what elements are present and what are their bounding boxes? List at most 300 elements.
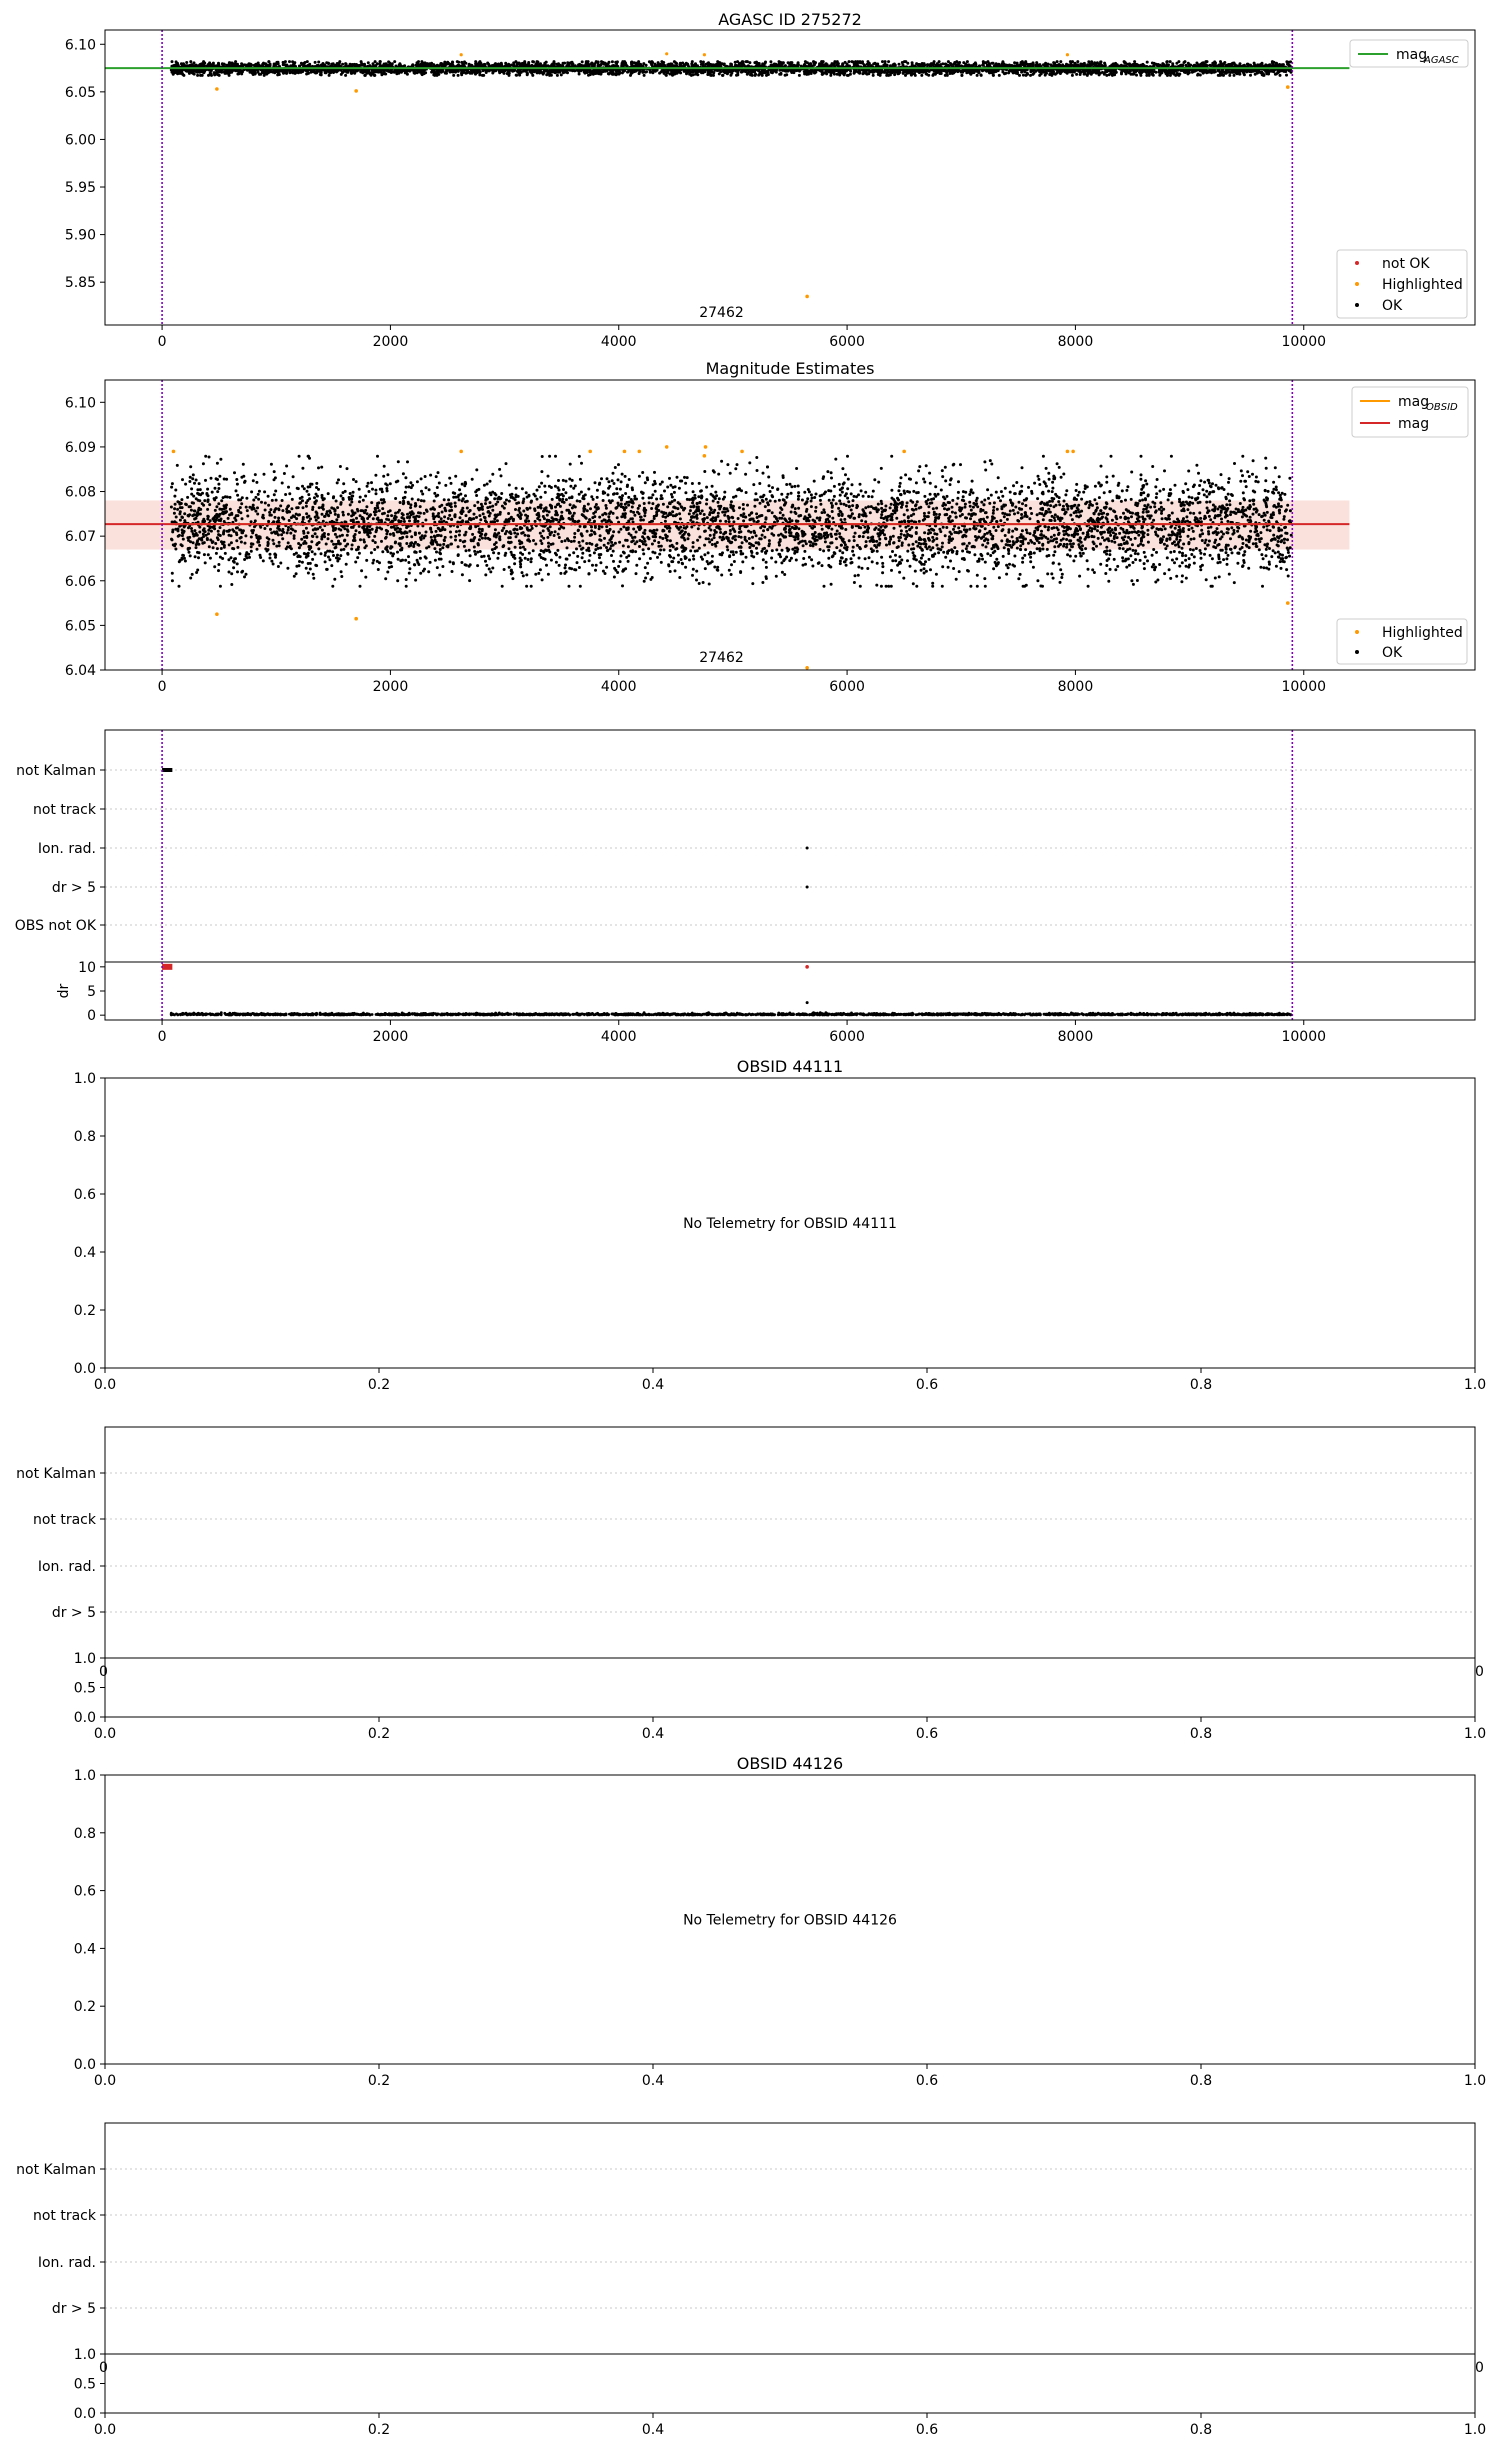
ok-point bbox=[887, 60, 890, 63]
ok-point bbox=[351, 63, 354, 66]
ok-point bbox=[898, 63, 901, 66]
ok-point bbox=[942, 69, 945, 72]
ok-point bbox=[377, 71, 380, 74]
ok-point bbox=[712, 74, 715, 77]
ok-point bbox=[740, 64, 743, 67]
ok-point bbox=[950, 63, 953, 66]
ok-point bbox=[1052, 61, 1055, 64]
ok-point bbox=[904, 60, 907, 63]
ok-point bbox=[960, 74, 963, 77]
ok-point bbox=[784, 74, 787, 77]
ok-point bbox=[457, 74, 460, 77]
ok-point bbox=[1065, 64, 1068, 67]
ok-point bbox=[844, 61, 847, 64]
ok-point bbox=[590, 62, 593, 65]
ok-point bbox=[760, 72, 763, 75]
ok-point bbox=[526, 72, 529, 75]
ok-point bbox=[1016, 62, 1019, 65]
ok-point bbox=[634, 62, 637, 65]
ok-point bbox=[463, 60, 466, 63]
ok-point bbox=[960, 64, 963, 67]
ok-point bbox=[178, 72, 181, 75]
ok-point bbox=[714, 65, 717, 68]
ok-point bbox=[851, 60, 854, 63]
ok-point bbox=[914, 74, 917, 77]
ok-point bbox=[451, 61, 454, 64]
ok-point bbox=[872, 62, 875, 65]
ok-point bbox=[981, 64, 984, 67]
ok-point bbox=[257, 71, 260, 74]
ok-point bbox=[1145, 74, 1148, 77]
ok-point bbox=[317, 61, 320, 64]
ok-point bbox=[341, 63, 344, 66]
ok-point bbox=[668, 73, 671, 76]
ok-point bbox=[1242, 72, 1245, 75]
ok-point bbox=[734, 61, 737, 64]
ok-point bbox=[278, 73, 281, 76]
ok-point bbox=[939, 71, 942, 74]
ok-point bbox=[531, 64, 534, 67]
ok-point bbox=[202, 60, 205, 63]
ok-point bbox=[849, 70, 852, 73]
ok-point bbox=[263, 74, 266, 77]
ok-point bbox=[1083, 64, 1086, 67]
ok-point bbox=[1272, 69, 1275, 72]
ok-point bbox=[1076, 60, 1079, 63]
ok-point bbox=[1051, 65, 1054, 68]
ok-point bbox=[833, 61, 836, 64]
ok-point bbox=[803, 63, 806, 66]
ok-point bbox=[182, 62, 185, 65]
ok-point bbox=[344, 74, 347, 77]
ok-point bbox=[918, 71, 921, 74]
ok-point bbox=[1267, 73, 1270, 76]
ok-point bbox=[1042, 63, 1045, 66]
ok-point bbox=[234, 69, 237, 72]
ok-point bbox=[515, 74, 518, 77]
ok-point bbox=[954, 62, 957, 65]
ok-point bbox=[985, 70, 988, 73]
ok-point bbox=[991, 62, 994, 65]
ok-point bbox=[393, 70, 396, 73]
ok-point bbox=[228, 71, 231, 74]
ok-point bbox=[1169, 60, 1172, 63]
ok-point bbox=[643, 74, 646, 77]
ok-point bbox=[462, 64, 465, 67]
ok-point bbox=[789, 61, 792, 64]
ok-point bbox=[1177, 60, 1180, 63]
ok-point bbox=[855, 64, 858, 67]
ok-point bbox=[527, 61, 530, 64]
ok-point bbox=[1113, 73, 1116, 76]
ok-point bbox=[1252, 70, 1255, 73]
ok-point bbox=[673, 64, 676, 67]
ok-point bbox=[863, 63, 866, 66]
ok-point bbox=[562, 62, 565, 65]
ok-point bbox=[1075, 73, 1078, 76]
y-tick-label: 6.00 bbox=[64, 132, 96, 149]
ok-point bbox=[1029, 63, 1032, 66]
ok-point bbox=[411, 63, 414, 66]
ok-point bbox=[684, 63, 687, 66]
ok-point bbox=[522, 70, 525, 73]
ok-point bbox=[749, 73, 752, 76]
ok-point bbox=[944, 74, 947, 77]
ok-point bbox=[212, 62, 215, 65]
ok-point bbox=[456, 60, 459, 63]
ok-point bbox=[487, 63, 490, 66]
ok-point bbox=[1100, 60, 1103, 63]
ok-point bbox=[421, 73, 424, 76]
ok-point bbox=[721, 74, 724, 77]
y-tick-label: 5.85 bbox=[64, 275, 96, 292]
ok-point bbox=[263, 71, 266, 74]
ok-point bbox=[1201, 62, 1204, 65]
ok-point bbox=[288, 60, 291, 63]
ok-point bbox=[884, 60, 887, 63]
ok-point bbox=[885, 74, 888, 77]
ok-point bbox=[514, 60, 517, 63]
ok-point bbox=[553, 60, 556, 63]
ok-point bbox=[1180, 64, 1183, 67]
ok-point bbox=[231, 62, 234, 65]
ok-point bbox=[821, 70, 824, 73]
ok-point bbox=[1090, 64, 1093, 67]
ok-point bbox=[618, 70, 621, 73]
ok-point bbox=[221, 63, 224, 66]
ok-point bbox=[960, 71, 963, 74]
ok-point bbox=[1274, 73, 1277, 76]
ok-point bbox=[712, 71, 715, 74]
ok-point bbox=[615, 73, 618, 76]
ok-point bbox=[398, 62, 401, 65]
ok-point bbox=[1160, 71, 1163, 74]
ok-point bbox=[363, 71, 366, 74]
ok-point bbox=[1146, 61, 1149, 64]
ok-point bbox=[345, 63, 348, 66]
ok-point bbox=[171, 60, 174, 63]
ok-point bbox=[362, 63, 365, 66]
ok-point bbox=[432, 63, 435, 66]
ok-point bbox=[314, 71, 317, 74]
ok-point bbox=[1183, 61, 1186, 64]
ok-point bbox=[745, 60, 748, 63]
ok-point bbox=[1158, 74, 1161, 77]
ok-point bbox=[974, 69, 977, 72]
ok-point bbox=[911, 63, 914, 66]
ok-point bbox=[1243, 64, 1246, 67]
ok-point bbox=[1013, 61, 1016, 64]
ok-point bbox=[584, 72, 587, 75]
ok-point bbox=[965, 71, 968, 74]
ok-point bbox=[779, 61, 782, 64]
ok-point bbox=[611, 60, 614, 63]
ok-point bbox=[364, 74, 367, 77]
ok-point bbox=[920, 74, 923, 77]
ok-point bbox=[482, 74, 485, 77]
ok-point bbox=[893, 63, 896, 66]
ok-point bbox=[1079, 73, 1082, 76]
ok-point bbox=[282, 61, 285, 64]
ok-point bbox=[311, 70, 314, 73]
ok-point bbox=[1165, 60, 1168, 63]
ok-point bbox=[847, 74, 850, 77]
ok-point bbox=[237, 72, 240, 75]
ok-point bbox=[637, 60, 640, 63]
ok-point bbox=[458, 64, 461, 67]
ok-point bbox=[1284, 70, 1287, 73]
ok-point bbox=[813, 61, 816, 64]
ok-point bbox=[855, 70, 858, 73]
ok-point bbox=[1103, 62, 1106, 65]
ok-point bbox=[1059, 60, 1062, 63]
ok-point bbox=[531, 60, 534, 63]
ok-point bbox=[995, 70, 998, 73]
ok-point bbox=[754, 74, 757, 77]
ok-point bbox=[694, 62, 697, 65]
ok-point bbox=[353, 72, 356, 75]
ok-point bbox=[274, 70, 277, 73]
ok-point bbox=[704, 63, 707, 66]
ok-point bbox=[406, 73, 409, 76]
ok-point bbox=[469, 72, 472, 75]
ok-point bbox=[523, 60, 526, 63]
ok-point bbox=[688, 73, 691, 76]
ok-point bbox=[578, 63, 581, 66]
ok-point bbox=[1156, 64, 1159, 67]
ok-point bbox=[987, 60, 990, 63]
ok-point bbox=[614, 61, 617, 64]
ok-point bbox=[633, 70, 636, 73]
ok-point bbox=[544, 69, 547, 72]
ok-point bbox=[1131, 73, 1134, 76]
ok-point bbox=[321, 63, 324, 66]
ok-point bbox=[332, 62, 335, 65]
ok-point bbox=[897, 72, 900, 75]
ok-point bbox=[1087, 60, 1090, 63]
ok-point bbox=[478, 73, 481, 76]
ok-point bbox=[395, 72, 398, 75]
ok-point bbox=[474, 73, 477, 76]
ok-point bbox=[755, 61, 758, 64]
ok-point bbox=[306, 60, 309, 63]
ok-point bbox=[856, 62, 859, 65]
ok-point bbox=[578, 73, 581, 76]
ok-point bbox=[560, 73, 563, 76]
ok-point bbox=[536, 60, 539, 63]
ok-point bbox=[491, 72, 494, 75]
ok-point bbox=[824, 71, 827, 74]
ok-point bbox=[875, 63, 878, 66]
ok-point bbox=[803, 70, 806, 73]
ok-point bbox=[285, 64, 288, 67]
ok-point bbox=[241, 70, 244, 73]
ok-point bbox=[761, 62, 764, 65]
ok-point bbox=[1244, 69, 1247, 72]
ok-point bbox=[436, 72, 439, 75]
ok-point bbox=[1152, 74, 1155, 77]
ok-point bbox=[1171, 62, 1174, 65]
ok-point bbox=[675, 71, 678, 74]
ok-point bbox=[601, 62, 604, 65]
ok-point bbox=[1086, 63, 1089, 66]
ok-point bbox=[371, 69, 374, 72]
ok-point bbox=[196, 74, 199, 77]
ok-point bbox=[338, 60, 341, 63]
ok-point bbox=[998, 74, 1001, 77]
ok-point bbox=[341, 71, 344, 74]
ok-point bbox=[1261, 62, 1264, 65]
ok-point bbox=[1107, 69, 1110, 72]
ok-point bbox=[1051, 72, 1054, 75]
ok-point bbox=[718, 72, 721, 75]
ok-point bbox=[1221, 74, 1224, 77]
ok-point bbox=[867, 72, 870, 75]
ok-point bbox=[976, 74, 979, 77]
ok-point bbox=[1135, 74, 1138, 77]
ok-point bbox=[391, 62, 394, 65]
ok-point bbox=[1041, 69, 1044, 72]
ok-point bbox=[881, 60, 884, 63]
ok-point bbox=[1078, 70, 1081, 73]
ok-point bbox=[1238, 64, 1241, 67]
ok-point bbox=[1048, 73, 1051, 76]
ok-point bbox=[811, 65, 814, 68]
ok-point bbox=[1022, 74, 1025, 77]
ok-point bbox=[1009, 64, 1012, 67]
ok-point bbox=[1073, 63, 1076, 66]
ok-point bbox=[1209, 64, 1212, 67]
ok-point bbox=[1189, 64, 1192, 67]
ok-point bbox=[1084, 70, 1087, 73]
ok-point bbox=[360, 60, 363, 63]
ok-point bbox=[841, 64, 844, 67]
ok-point bbox=[927, 74, 930, 77]
ok-point bbox=[930, 62, 933, 65]
ok-point bbox=[1204, 60, 1207, 63]
ok-point bbox=[1285, 74, 1288, 77]
ok-point bbox=[1167, 72, 1170, 75]
ok-point bbox=[979, 73, 982, 76]
ok-point bbox=[207, 74, 210, 77]
ok-point bbox=[901, 63, 904, 66]
ok-point bbox=[1254, 73, 1257, 76]
ok-point bbox=[1279, 74, 1282, 77]
ok-point bbox=[741, 69, 744, 72]
ok-point bbox=[806, 61, 809, 64]
ok-point bbox=[474, 70, 477, 73]
ok-point bbox=[608, 61, 611, 64]
y-tick-label: 5.95 bbox=[64, 180, 96, 197]
y-tick-label: 6.10 bbox=[64, 37, 96, 54]
ok-point bbox=[873, 69, 876, 72]
ok-point bbox=[555, 63, 558, 66]
ok-point bbox=[665, 74, 668, 77]
ok-point bbox=[783, 69, 786, 72]
ok-point bbox=[978, 65, 981, 68]
ok-point bbox=[275, 61, 278, 64]
ok-point bbox=[189, 60, 192, 63]
ok-point bbox=[928, 70, 931, 73]
ok-point bbox=[1056, 64, 1059, 67]
ok-point bbox=[913, 69, 916, 72]
ok-point bbox=[413, 72, 416, 75]
ok-point bbox=[872, 74, 875, 77]
ok-point bbox=[1199, 74, 1202, 77]
ok-point bbox=[314, 61, 317, 64]
ok-point bbox=[524, 64, 527, 67]
ok-point bbox=[207, 63, 210, 66]
ok-point bbox=[301, 63, 304, 66]
ok-point bbox=[1133, 60, 1136, 63]
y-tick-label: 5.90 bbox=[64, 227, 96, 244]
ok-point bbox=[679, 71, 682, 74]
ok-point bbox=[673, 60, 676, 63]
ok-point bbox=[735, 70, 738, 73]
ok-point bbox=[1056, 60, 1059, 63]
ok-point bbox=[570, 62, 573, 65]
ok-point bbox=[962, 61, 965, 64]
ok-point bbox=[185, 61, 188, 64]
agasc-panel bbox=[65, 10, 1475, 350]
ok-point bbox=[1124, 64, 1127, 67]
ok-point bbox=[936, 62, 939, 65]
ok-point bbox=[213, 73, 216, 76]
ok-point bbox=[883, 64, 886, 67]
ok-point bbox=[176, 64, 179, 67]
ok-point bbox=[808, 64, 811, 67]
ok-point bbox=[764, 61, 767, 64]
ok-point bbox=[707, 64, 710, 67]
ok-point bbox=[858, 69, 861, 72]
ok-point bbox=[210, 69, 213, 72]
ok-point bbox=[701, 63, 704, 66]
ok-point bbox=[278, 70, 281, 73]
ok-point bbox=[926, 63, 929, 66]
ok-point bbox=[173, 70, 176, 73]
ok-point bbox=[651, 61, 654, 64]
ok-point bbox=[814, 71, 817, 74]
ok-point bbox=[550, 74, 553, 77]
ok-point bbox=[452, 74, 455, 77]
ok-point bbox=[198, 70, 201, 73]
ok-point bbox=[541, 71, 544, 74]
ok-point bbox=[195, 70, 198, 73]
ok-point bbox=[581, 60, 584, 63]
ok-point bbox=[966, 60, 969, 63]
ok-point bbox=[233, 64, 236, 67]
ok-point bbox=[717, 61, 720, 64]
ok-point bbox=[327, 62, 330, 65]
ok-point bbox=[796, 63, 799, 66]
ok-point bbox=[769, 60, 772, 63]
ok-point bbox=[482, 63, 485, 66]
ok-point bbox=[925, 72, 928, 75]
ok-point bbox=[290, 71, 293, 74]
ok-point bbox=[378, 62, 381, 65]
ok-point bbox=[1203, 71, 1206, 74]
chart-title: AGASC ID 275272 bbox=[718, 10, 862, 29]
ok-point bbox=[809, 71, 812, 74]
ok-point bbox=[543, 62, 546, 65]
ok-point bbox=[991, 71, 994, 74]
ok-point bbox=[1003, 72, 1006, 75]
ok-point bbox=[1035, 61, 1038, 64]
ok-point bbox=[836, 60, 839, 63]
ok-point bbox=[947, 60, 950, 63]
ok-point bbox=[293, 61, 296, 64]
ok-point bbox=[1139, 72, 1142, 75]
